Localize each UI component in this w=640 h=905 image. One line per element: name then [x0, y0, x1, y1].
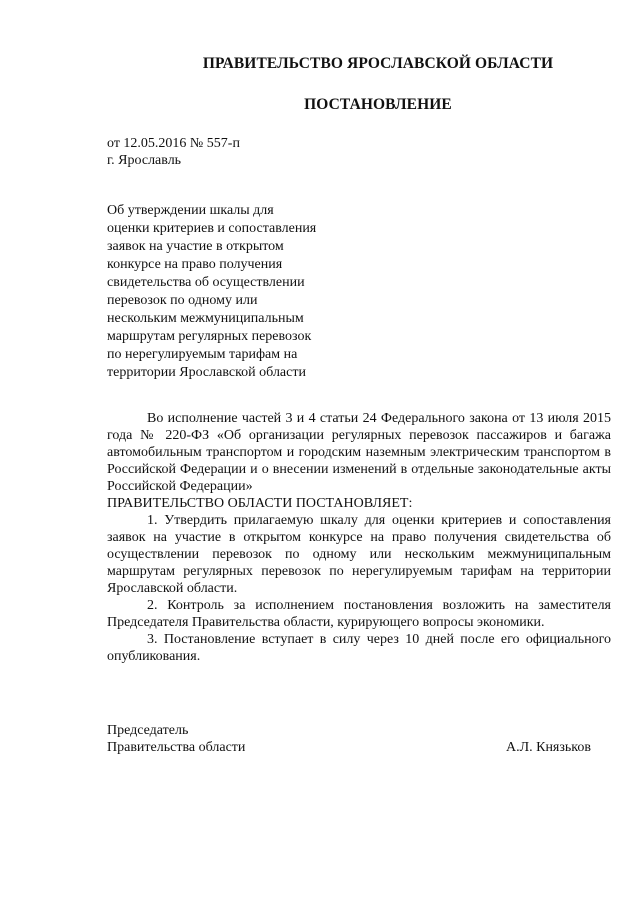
title-line: территории Ярославской области [107, 365, 306, 380]
document-type-heading: ПОСТАНОВЛЕНИЕ [304, 96, 452, 113]
title-line: маршрутам регулярных перевозок [107, 329, 312, 344]
document-body [107, 410, 611, 665]
signer-name: А.Л. Князьков [506, 740, 591, 755]
government-heading: ПРАВИТЕЛЬСТВО ЯРОСЛАВСКОЙ ОБЛАСТИ [202, 55, 554, 72]
date-number: от 12.05.2016 № 557-п [107, 136, 240, 151]
title-line: заявок на участие в открытом [107, 239, 284, 254]
signature-row [107, 739, 591, 756]
document-title [107, 202, 352, 382]
signer-position-line-2: Правительства области [107, 740, 246, 755]
resolve-line: ПРАВИТЕЛЬСТВО ОБЛАСТИ ПОСТАНОВЛЯЕТ: [107, 496, 413, 511]
item-2-paragraph: 2. Контроль за исполнением постановления возложить на заместителя Председателя Правительства области, курирующего вопросы экономики. [107, 598, 611, 630]
item-3-paragraph: 3. Постановление вступает в силу через 10 дней после его официального опубликования. [107, 632, 611, 664]
item-1-paragraph: 1. Утвердить прилагаемую шкалу для оценки критериев и сопоставления заявок на участие в открытом конкурсе на право получения свидетельства об осуществлении перевозок по одному или нескольким межмуниципальным маршрутам регулярных перевозок по нерегулируемым тарифам на территории Ярославской области. [107, 513, 611, 596]
signer-position-line-1: Председатель [107, 723, 189, 738]
title-line: оценки критериев и сопоставления [107, 221, 317, 236]
title-line: конкурсе на право получения [107, 257, 283, 272]
title-line: нескольким межмуниципальным [107, 311, 304, 326]
title-line: Об утверждении шкалы для [107, 203, 274, 218]
preamble-paragraph: Во исполнение частей 3 и 4 статьи 24 Федерального закона от 13 июля 2015 года № 220-ФЗ «Об организации регулярных перевозок пассажиров и багажа автомобильным транспортом и городским наземным электрическим транспортом в Российской Федерации и о внесении изменений в отдельные законодательные акты Российской Федерации» [107, 411, 611, 494]
title-line: по нерегулируемым тарифам на [107, 347, 298, 362]
city: г. Ярославль [107, 153, 182, 168]
title-line: перевозок по одному или [107, 293, 258, 308]
title-line: свидетельства об осуществлении [107, 275, 305, 290]
signature-block [107, 722, 591, 756]
